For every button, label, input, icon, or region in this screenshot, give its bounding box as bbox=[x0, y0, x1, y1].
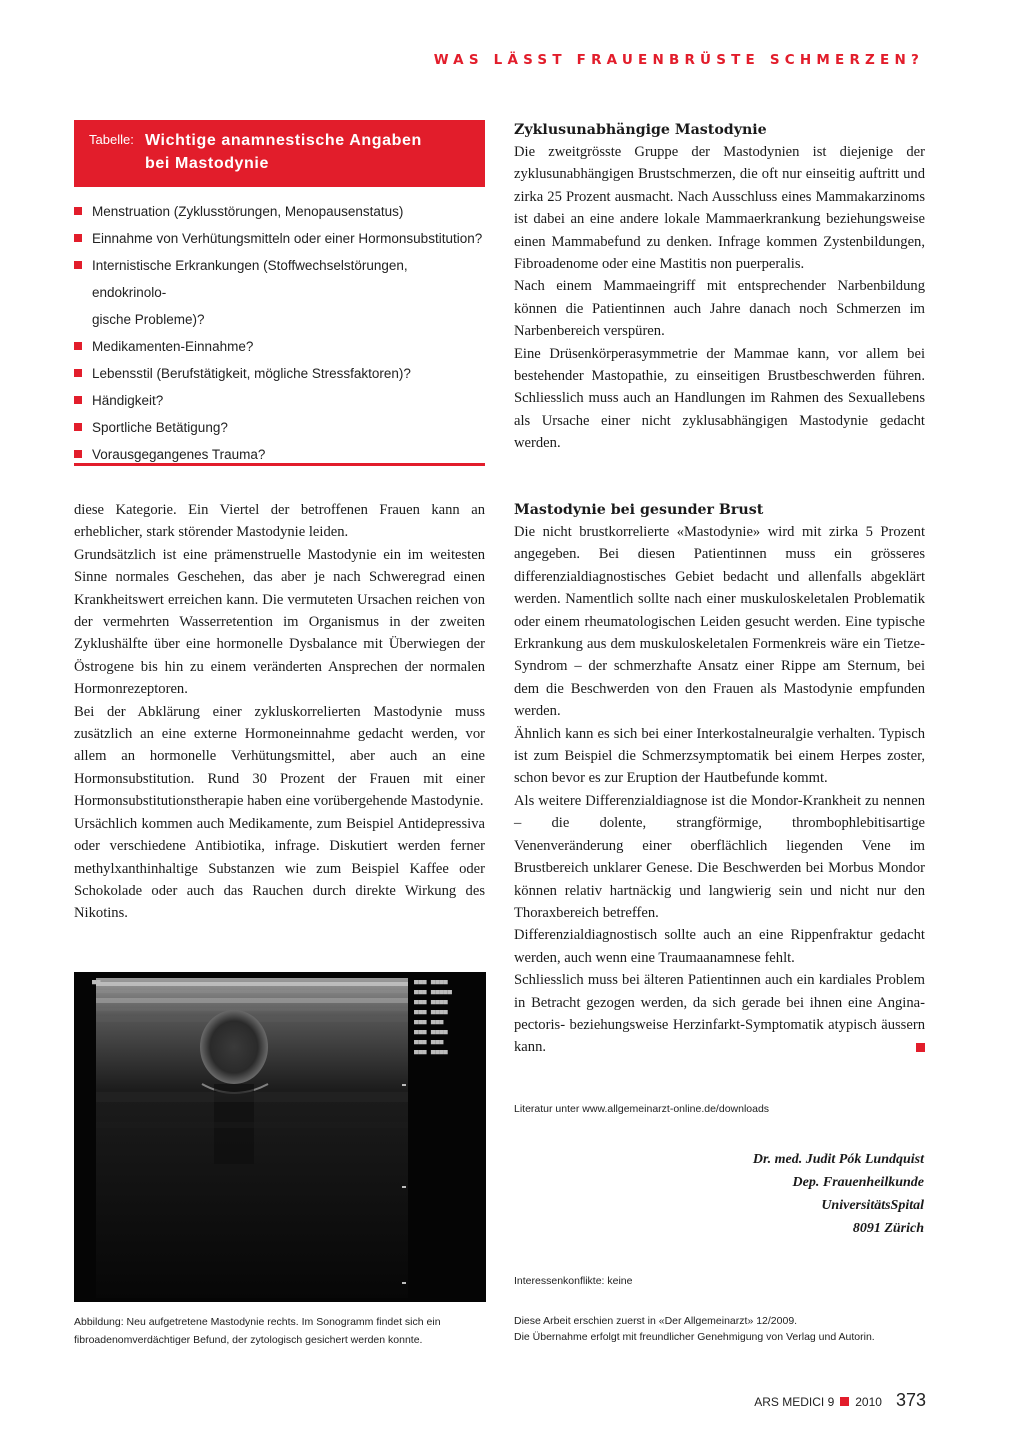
bullet-icon bbox=[74, 396, 82, 404]
svg-text:■■■ ■■■■: ■■■ ■■■■ bbox=[414, 1028, 448, 1036]
left-body-column bbox=[74, 499, 485, 925]
journal-name: ARS MEDICI 9 bbox=[754, 1395, 835, 1409]
conflicts-note: Interessenkonflikte: keine bbox=[514, 1275, 633, 1287]
list-item: Menstruation (Zyklusstörungen, Menopausenstatus) bbox=[74, 198, 485, 225]
svg-text:■■■ ■■■■: ■■■ ■■■■ bbox=[414, 978, 448, 986]
author-block bbox=[753, 1148, 924, 1240]
list-item: Medikamenten-Einnahme? bbox=[74, 333, 485, 360]
paragraph: Schliesslich muss bei älteren Patientinnen auch ein kardiales Problem in Betracht gezogen werden, da sich gerade bei ihnen eine Angina-pectoris- beziehungsweise Herzinfarkt-Symptomatik atypisch äussern kann. bbox=[514, 972, 925, 1056]
figure-caption: Abbildung: Neu aufgetretene Mastodynie rechts. Im Sonogramm findet sich ein fibroadenomverdächtiger Befund, der zytologisch gesichert werden konnte. bbox=[74, 1316, 441, 1346]
svg-text:■■■ ■■■■■: ■■■ ■■■■■ bbox=[414, 988, 452, 996]
page-number: 373 bbox=[895, 1390, 926, 1410]
paragraph: Ursächlich kommen auch Medikamente, zum Beispiel Antidepressiva oder verschiedene Antibiotika, infrage. Diskutiert werden ferner methylxanthinhaltige Substanzen wie zum Beispiel Kaffee oder Schokolade oder auch das Rauchen durch direkte Wirkung des Nikotins. bbox=[74, 815, 485, 922]
bullet-icon bbox=[74, 369, 82, 377]
right-body-column bbox=[514, 119, 925, 455]
journal-year: 2010 bbox=[855, 1395, 882, 1409]
list-item-continuation: gische Probleme)? bbox=[92, 312, 205, 327]
list-item: Einnahme von Verhütungsmitteln oder einer Hormonsubstitution? bbox=[74, 225, 485, 252]
paragraph: Die zweitgrösste Gruppe der Mastodynien ist diejenige der zyklusunabhängigen Brustschmerzen, die oft nur einseitig auftritt und zirka 25 Prozent ausmacht. Nach Ausschluss eines Mammakarzinoms ist dabei an eine andere lokale Mammaerkrankung beziehungsweise einen Mammabefund zu denken. Infrage kommen Zystenbildungen, Fibroadenome oder eine Mastitis non puerperalis. bbox=[514, 144, 925, 273]
end-mark-icon bbox=[916, 1043, 925, 1052]
list-item: Internistische Erkrankungen (Stoffwechselstörungen, endokrinolo- bbox=[74, 252, 485, 306]
author-name: Dr. med. Judit Pók Lundquist bbox=[752, 1152, 924, 1167]
paragraph: Die nicht brustkorrelierte «Mastodynie» wird mit zirka 5 Prozent angegeben. Bei diesen Patientinnen muss ein grösseres differenzialdiagnostisches Gebiet bedacht und allenfalls abgeklärt werden. Namentlich sollte nach einer muskuloskeletalen Problematik oder einem rheumatologischen Leiden gesucht werden. Eine typische Erkrankung aus dem muskuloskeletalen Formenkreis wäre ein Tietze-Syndrom – der schmerzhafte Ansatz einer Rippe am Sternum, bei dem die Beschwerden von den Frauen als Mastodynie empfunden werden. bbox=[514, 524, 925, 720]
bullet-icon bbox=[74, 450, 82, 458]
right-body-column-2 bbox=[514, 499, 925, 1059]
list-item: Sportliche Betätigung? bbox=[74, 414, 485, 441]
paragraph: Grundsätzlich ist eine prämenstruelle Mastodynie ein im weitesten Sinne normales Geschehen, das aber je nach Schweregrad einen Krankheitswert erreichen kann. Die vermuteten Ursachen reichen von der vermehrten Wasserretention im Organismus in der zweiten Zyklushälfte über eine hormonelle Dysbalance mit Überwiegen der Östrogene bis hin zu einem veränderten Ansprechen der normalen Hormonrezeptoren. bbox=[74, 546, 485, 698]
sonogram-image bbox=[74, 972, 486, 1302]
svg-text:■■■ ■■■■: ■■■ ■■■■ bbox=[414, 1008, 448, 1016]
table-bottom-rule bbox=[74, 463, 485, 466]
paragraph: Bei der Abklärung einer zykluskorrelierten Mastodynie muss zusätzlich an eine externe Hormoneinnahme gedacht werden, vor allem an hormonelle Verhütungsmittel, aber auch an eine Hormonsubstitution. Rund 30 Prozent der Frauen mit einer Hormonsubstitutionstherapie haben eine vorübergehende Mastodynie. bbox=[74, 703, 485, 810]
bullet-icon bbox=[74, 261, 82, 269]
square-icon bbox=[840, 1397, 849, 1406]
section-heading-healthy-breast: Mastodynie bei gesunder Brust bbox=[514, 502, 764, 518]
table-header bbox=[74, 120, 485, 187]
running-title: WAS LÄSST FRAUENBRÜSTE SCHMERZEN? bbox=[433, 52, 924, 68]
section-heading-cycle-independent: Zyklusunabhängige Mastodynie bbox=[514, 122, 767, 138]
publication-note-line2: Die Übernahme erfolgt mit freundlicher Genehmigung von Verlag und Autorin. bbox=[514, 1331, 875, 1343]
list-item: Vorausgegangenes Trauma? bbox=[74, 441, 485, 468]
sonogram-graphic bbox=[74, 972, 486, 1302]
author-dept: Dep. Frauenheilkunde bbox=[792, 1175, 924, 1190]
list-item: Lebensstil (Berufstätigkeit, mögliche Stressfaktoren)? bbox=[74, 360, 485, 387]
bullet-icon bbox=[74, 342, 82, 350]
list-item: Händigkeit? bbox=[74, 387, 485, 414]
anamnesis-list bbox=[74, 198, 485, 468]
publication-note bbox=[514, 1313, 875, 1345]
bullet-icon bbox=[74, 207, 82, 215]
svg-text:■■■ ■■■: ■■■ ■■■ bbox=[414, 1018, 444, 1026]
paragraph: Als weitere Differenzialdiagnose ist die Mondor-Krankheit zu nennen – die dolente, strangförmige, thrombophlebitisartige Venenveränderung einer oberflächlich liegenden Vene im Brustbereich unklarer Genese. Die Beschwerden bei Morbus Mondor können relativ hartnäckig und langwierig sein und nicht nur den Thoraxbereich betreffen. bbox=[514, 792, 925, 921]
author-hospital: UniversitätsSpital bbox=[821, 1198, 924, 1213]
bullet-icon bbox=[74, 423, 82, 431]
page-footer bbox=[754, 1390, 926, 1411]
publication-note-line1: Diese Arbeit erschien zuerst in «Der Allgemeinarzt» 12/2009. bbox=[514, 1315, 798, 1327]
table-title-line1: Wichtige anamnestische Angaben bbox=[145, 132, 422, 149]
svg-text:■■: ■■ bbox=[92, 978, 101, 986]
table-label: Tabelle: bbox=[89, 132, 134, 147]
literature-note: Literatur unter www.allgemeinarzt-online.de/downloads bbox=[514, 1103, 770, 1115]
paragraph: diese Kategorie. Ein Viertel der betroffenen Frauen kann an erheblicher, stark störender Mastodynie leiden. bbox=[74, 502, 485, 541]
bullet-icon bbox=[74, 234, 82, 242]
paragraph: Ähnlich kann es sich bei einer Interkostalneuralgie verhalten. Typisch ist zum Beispiel die Schmerzsymptomatik bei einem Herpes zoster, schon bevor es zur Eruption der Hautbefunde kommt. bbox=[514, 725, 925, 787]
paragraph: Eine Drüsenkörperasymmetrie der Mammae kann, vor allem bei bestehender Mastopathie, zu einseitigen Brustbeschwerden führen. Schliesslich muss auch an Handlungen im Rahmen des Sexuallebens als Ursache einer nicht zyklusabhängigen Mastodynie gedacht werden. bbox=[514, 345, 925, 452]
author-city: 8091 Zürich bbox=[852, 1221, 924, 1236]
table-title-line2: bei Mastodynie bbox=[145, 155, 269, 172]
table-title bbox=[145, 129, 475, 175]
svg-text:■■■ ■■■: ■■■ ■■■ bbox=[414, 1038, 444, 1046]
paragraph: Differenzialdiagnostisch sollte auch an eine Rippenfraktur gedacht werden, auch wenn eine Traumaanamnese fehlt. bbox=[514, 927, 925, 966]
svg-text:■■■ ■■■■: ■■■ ■■■■ bbox=[414, 1048, 448, 1056]
paragraph: Nach einem Mammaeingriff mit entsprechender Narbenbildung können die Patientinnen auch Jahre danach noch Schmerzen im Narbenbereich verspüren. bbox=[514, 278, 925, 340]
svg-text:■■■ ■■■■: ■■■ ■■■■ bbox=[414, 998, 448, 1006]
